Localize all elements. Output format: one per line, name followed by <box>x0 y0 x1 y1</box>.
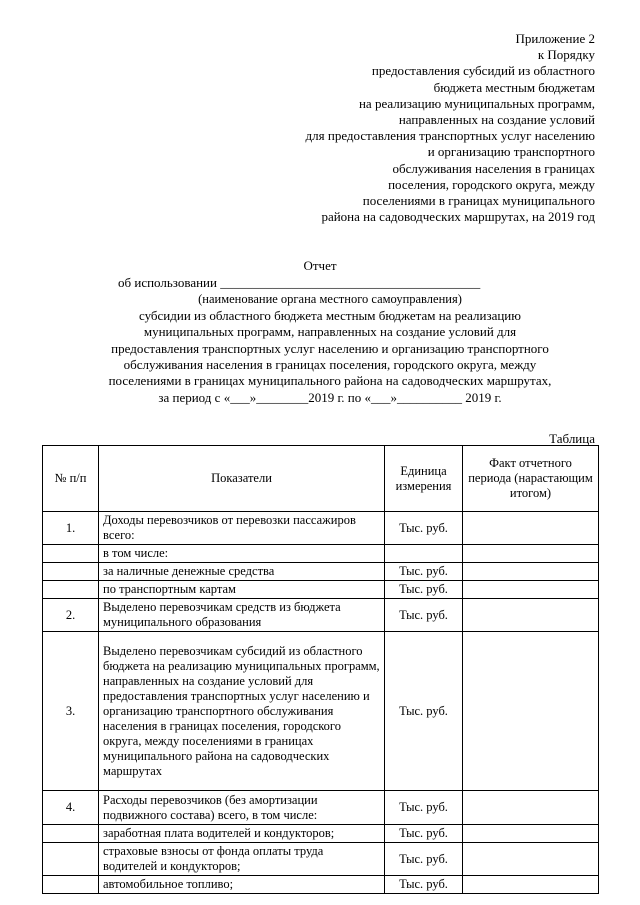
row-num <box>43 563 99 581</box>
period-line: за период с «___»________2019 г. по «___»__________ 2019 г. <box>158 389 502 405</box>
report-table <box>42 445 599 894</box>
row-indicator: Доходы перевозчиков от перевозки пассажиров всего: <box>99 512 385 545</box>
row-indicator: Выделено перевозчикам субсидий из областного бюджета на реализацию муниципальных программ, направленных на создание условий для предоставления транспортных услуг населению и организацию транспортного обслуживания населения в границах поселения, городского округа, между поселениями в границах муниципального района на садоводческих маршрутах <box>99 632 385 791</box>
appendix-line: бюджета местным бюджетам <box>433 79 595 95</box>
appendix-line: поселениями в границах муниципального <box>362 193 595 209</box>
appendix-line: и организацию транспортного <box>427 144 595 160</box>
appendix-line: обслуживания населения в границах <box>392 160 595 176</box>
usage-line: об использовании ________________________________________ <box>118 275 481 290</box>
table-row <box>43 581 599 599</box>
row-fact[interactable] <box>463 843 599 876</box>
row-unit: Тыс. руб. <box>385 512 463 545</box>
row-indicator: заработная плата водителей и кондукторов; <box>99 825 385 843</box>
row-fact[interactable] <box>463 825 599 843</box>
row-fact[interactable] <box>463 581 599 599</box>
appendix-line: направленных на создание условий <box>398 112 595 128</box>
table-row <box>43 545 599 563</box>
row-num <box>43 876 99 894</box>
report-title: Отчет <box>303 258 337 273</box>
table-row <box>43 791 599 825</box>
header-unit: Единица измерения <box>385 446 463 512</box>
row-num: 3. <box>43 632 99 791</box>
appendix-line: предоставления субсидий из областного <box>371 63 595 79</box>
body-line: поселениями в границах муниципального района на садоводческих маршрутах, <box>108 373 552 389</box>
report-body <box>60 275 600 406</box>
table-row <box>43 563 599 581</box>
body-line: предоставления транспортных услуг населению и организацию транспортного <box>111 340 549 356</box>
row-indicator: за наличные денежные средства <box>99 563 385 581</box>
row-fact[interactable] <box>463 545 599 563</box>
body-line: обслуживания населения в границах поселения, городского округа, между <box>123 357 537 373</box>
appendix-line: на реализацию муниципальных программ, <box>358 95 595 111</box>
row-unit <box>385 545 463 563</box>
row-indicator: автомобильное топливо; <box>99 876 385 894</box>
body-line: субсидии из областного бюджета местным бюджетам на реализацию <box>139 307 521 323</box>
row-num: 2. <box>43 599 99 632</box>
row-unit: Тыс. руб. <box>385 876 463 894</box>
appendix-line: к Порядку <box>537 47 595 63</box>
row-num <box>43 581 99 599</box>
row-fact[interactable] <box>463 791 599 825</box>
body-line: муниципальных программ, направленных на создание условий для <box>143 324 517 340</box>
appendix-line: для предоставления транспортных услуг населению <box>305 128 595 144</box>
row-indicator: страховые взносы от фонда оплаты труда водителей и кондукторов; <box>99 843 385 876</box>
appendix-line: Приложение 2 <box>515 31 595 46</box>
table-label: Таблица <box>549 431 595 446</box>
table-row <box>43 876 599 894</box>
row-num: 1. <box>43 512 99 545</box>
row-num <box>43 825 99 843</box>
header-fact: Факт отчетного периода (нарастающим итогом) <box>463 446 599 512</box>
row-unit: Тыс. руб. <box>385 563 463 581</box>
row-indicator: в том числе: <box>99 545 385 563</box>
row-fact[interactable] <box>463 599 599 632</box>
row-fact[interactable] <box>463 632 599 791</box>
row-unit: Тыс. руб. <box>385 632 463 791</box>
table-header-row <box>43 446 599 512</box>
row-indicator: Выделено перевозчикам средств из бюджета муниципального образования <box>99 599 385 632</box>
appendix-line: района на садоводческих маршрутах, на 2019 год <box>321 209 595 225</box>
table-row <box>43 599 599 632</box>
row-indicator: Расходы перевозчиков (без амортизации подвижного состава) всего, в том числе: <box>99 791 385 825</box>
table-row <box>43 825 599 843</box>
table-row <box>43 512 599 545</box>
row-num <box>43 843 99 876</box>
row-fact[interactable] <box>463 563 599 581</box>
row-fact[interactable] <box>463 512 599 545</box>
row-unit: Тыс. руб. <box>385 581 463 599</box>
row-indicator: по транспортным картам <box>99 581 385 599</box>
authority-hint: (наименование органа местного самоуправления) <box>198 292 462 307</box>
appendix-line: поселения, городского округа, между <box>388 176 595 192</box>
header-num: № п/п <box>43 446 99 512</box>
appendix-block <box>215 31 595 225</box>
row-unit: Тыс. руб. <box>385 825 463 843</box>
header-indicator: Показатели <box>99 446 385 512</box>
row-unit: Тыс. руб. <box>385 599 463 632</box>
row-num: 4. <box>43 791 99 825</box>
row-unit: Тыс. руб. <box>385 843 463 876</box>
row-num <box>43 545 99 563</box>
row-fact[interactable] <box>463 876 599 894</box>
table-row <box>43 632 599 791</box>
table-row <box>43 843 599 876</box>
row-unit: Тыс. руб. <box>385 791 463 825</box>
